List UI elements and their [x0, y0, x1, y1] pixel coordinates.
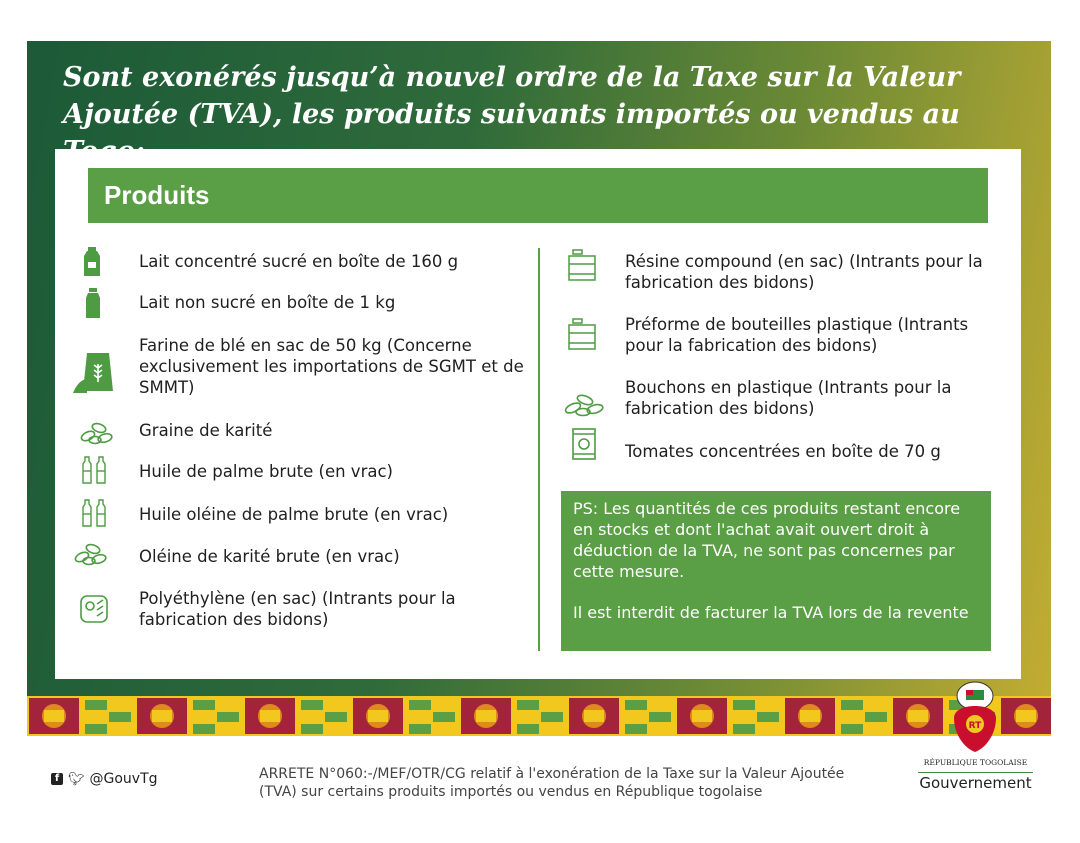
decree-reference: ARRETE N°060:-/MEF/OTR/CG relatif à l'exonération de la Taxe sur la Valeur Ajoutée (TVA) sur certains produits importés ou vendus en République togolaise: [259, 766, 845, 800]
item-text: Résine compound (en sac) (Intrants pour la fabrication des bidons): [625, 252, 983, 292]
coat-of-arms-emblem: [930, 678, 1020, 760]
headline: Sont exonérés jusqu’à nouvel ordre de la Taxe sur la Valeur Ajoutée (TVA), les produits suivants importés ou vendus au: [63, 62, 961, 130]
note-paragraph: Il est interdit de facturer la TVA lors de la revente: [573, 603, 969, 622]
item-text: Lait concentré sucré en boîte de 160 g: [139, 252, 459, 271]
jerrycan-icon: [563, 317, 603, 351]
plastic-roll-icon: [75, 592, 115, 626]
decorative-pattern-strip: [27, 696, 1051, 736]
government-label: Gouvernement: [919, 774, 1032, 792]
item-text: Farine de blé en sac de 50 kg (Concerne exclusivement les importations de SGMT et de SMMT): [139, 336, 524, 397]
facebook-icon[interactable]: f: [51, 773, 63, 785]
ps-note: [561, 491, 991, 651]
seeds-icon: [71, 535, 111, 569]
item-text: Polyéthylène (en sac) (Intrants pour la fabrication des bidons): [139, 589, 456, 629]
poster: [27, 41, 1051, 736]
item-text: Oléine de karité brute (en vrac): [139, 547, 400, 566]
column-divider: [538, 248, 540, 651]
milk-bottle-icon: [73, 286, 113, 320]
flour-sack-icon: [71, 349, 117, 395]
twitter-icon[interactable]: 🐦︎: [68, 771, 85, 787]
section-title: Produits: [88, 168, 988, 223]
oil-bottles-icon: [77, 451, 117, 485]
social-links[interactable]: [51, 771, 158, 787]
item-text: Huile de palme brute (en vrac): [139, 462, 393, 481]
emblem-letters: RT: [968, 721, 982, 731]
item-text: Bouchons en plastique (Intrants pour la fabrication des bidons): [625, 378, 952, 418]
social-handle: @GouvTg: [89, 771, 158, 787]
tomato-can-icon: [565, 427, 605, 461]
oil-bottles-icon: [77, 494, 117, 528]
note-paragraph: PS: Les quantités de ces produits restant encore en stocks et dont l'achat avait ouvert droit à déduction de la TVA, ne sont pas concernes par cette mesure.: [573, 499, 961, 581]
republic-label: RÉPUBLIQUE TOGOLAISE: [923, 758, 1028, 767]
item-text: Préforme de bouteilles plastique (Intrants pour la fabrication des bidons): [625, 315, 969, 355]
caps-icon: [561, 386, 609, 420]
item-text: Lait non sucré en boîte de 1 kg: [139, 293, 396, 312]
item-text: Huile oléine de palme brute (en vrac): [139, 505, 449, 524]
products-card: [55, 149, 1021, 679]
milk-carton-icon: [73, 245, 113, 279]
item-text: Graine de karité: [139, 421, 273, 440]
jerrycan-icon: [563, 248, 603, 282]
item-text: Tomates concentrées en boîte de 70 g: [625, 442, 941, 461]
seeds-icon: [77, 414, 117, 448]
